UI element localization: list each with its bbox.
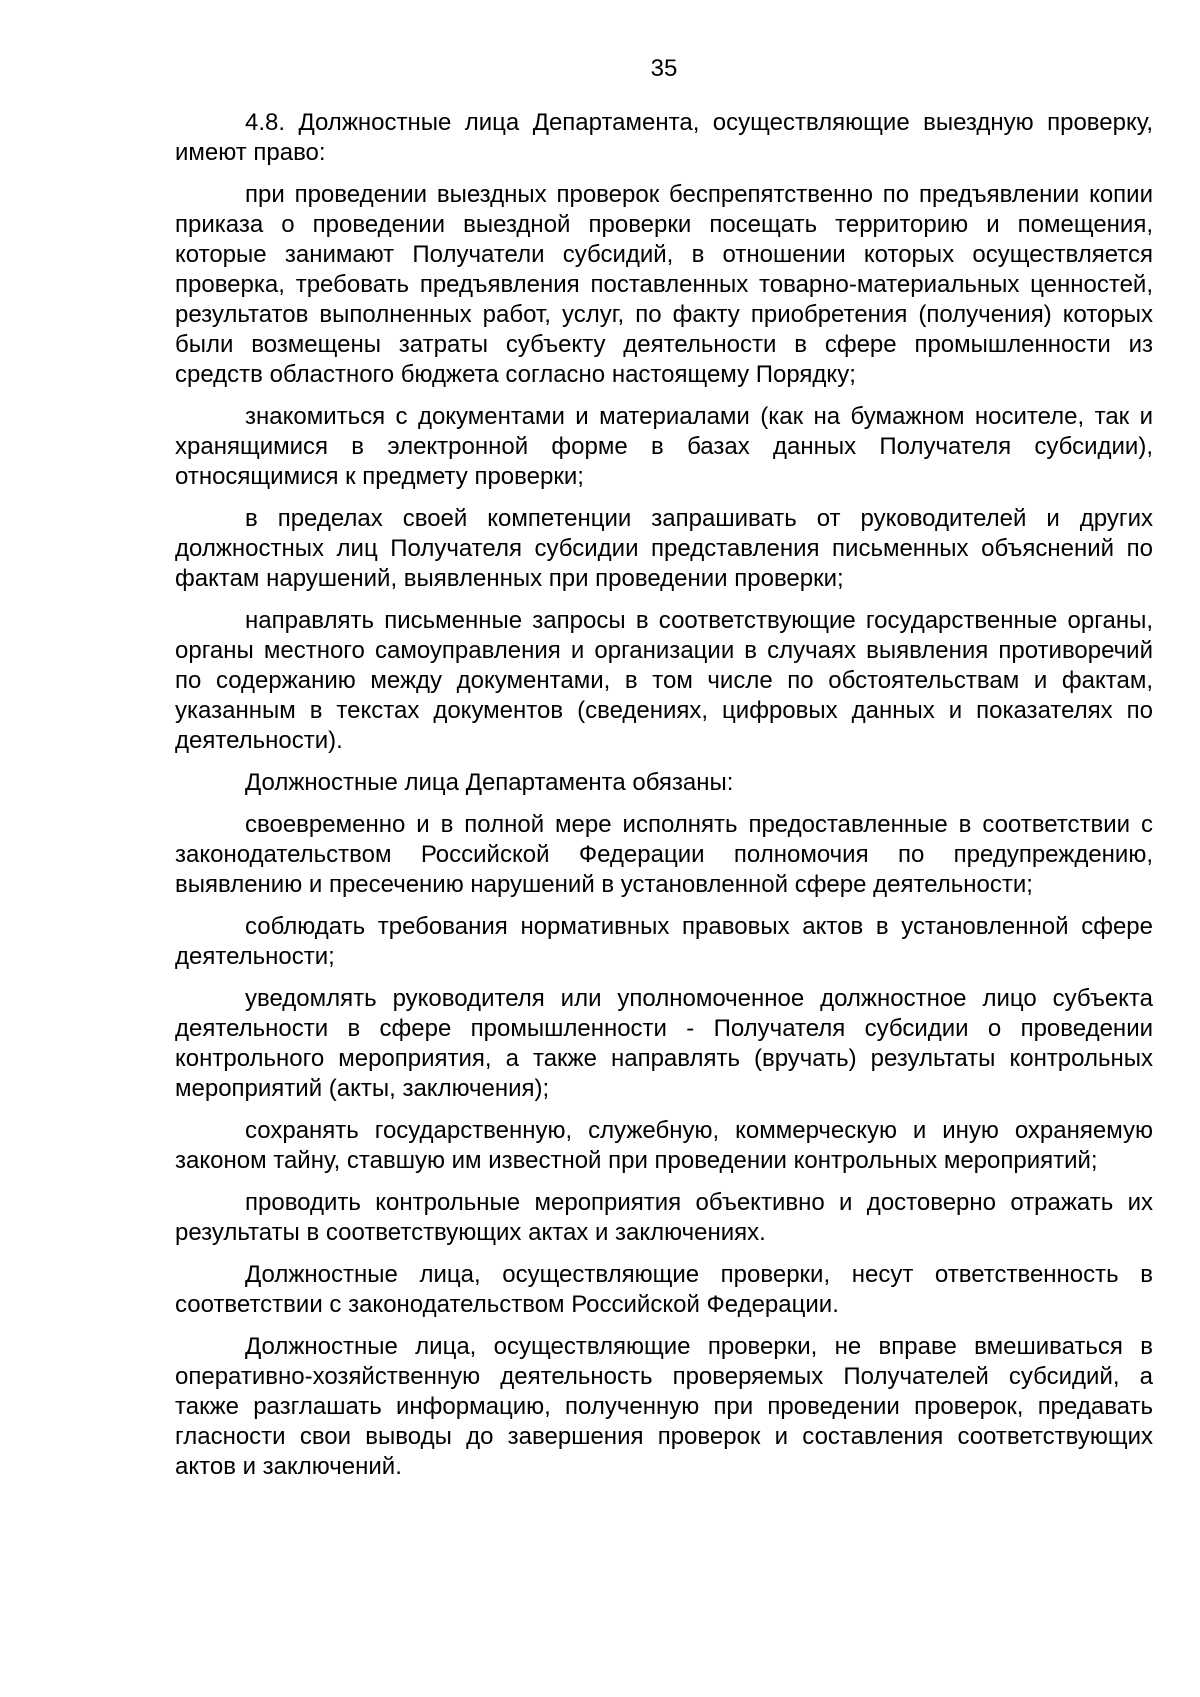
paragraph-right-explanations: в пределах своей компетенции запрашивать от руководителей и других должностных лиц Получателя субсидии представления письменных объяснений по фактам нарушений, выявленных при проведении проверки;	[175, 505, 1153, 592]
paragraph-duties-intro: Должностные лица Департамента обязаны:	[245, 769, 734, 796]
paragraph-duty-secrecy: сохранять государственную, служебную, коммерческую и иную охраняемую законом тайну, ставшую им известной при проведении контрольных мероприятий;	[175, 1117, 1153, 1174]
paragraph-duty-compliance: соблюдать требования нормативных правовых актов в установленной сфере деятельности;	[175, 913, 1153, 970]
paragraph-right-documents: знакомиться с документами и материалами (как на бумажном носителе, так и хранящимися в электронной форме в базах данных Получателя субсидии), относящимися к предмету проверки;	[175, 403, 1153, 490]
paragraph-right-requests: направлять письменные запросы в соответствующие государственные органы, органы местного самоуправления и организации в случаях выявления противоречий по содержанию между документами, в том числе по обстоятельствам и фактам, указанным в текстах документов (сведениях, цифровых данных и показателях по деятельности).	[175, 607, 1153, 754]
paragraph-rights-intro: 4.8. Должностные лица Департамента, осуществляющие выездную проверку, имеют право:	[175, 109, 1153, 166]
page-number: 35	[650, 55, 678, 82]
paragraph-right-visit: при проведении выездных проверок беспрепятственно по предъявлении копии приказа о проведении выездной проверки посещать территорию и помещения, которые занимают Получатели субсидий, в отношении которых осуществляется проверка, требовать предъявления поставленных товарно-материальных ценностей, результатов выполненных работ, услуг, по факту приобретения (получения) которых были возмещены затраты субъекту деятельности в сфере промышленности из средств областного бюджета согласно настоящему Порядку;	[175, 181, 1153, 388]
paragraph-duty-notify: уведомлять руководителя или уполномоченное должностное лицо субъекта деятельности в сфере промышленности - Получателя субсидии о проведении контрольного мероприятия, а также направлять (вручать) результаты контрольных мероприятий (акты, заключения);	[175, 985, 1153, 1102]
paragraph-responsibility: Должностные лица, осуществляющие проверки, несут ответственность в соответствии с законодательством Российской Федерации.	[175, 1261, 1153, 1318]
paragraph-duty-objectivity: проводить контрольные мероприятия объективно и достоверно отражать их результаты в соответствующих актах и заключениях.	[175, 1189, 1153, 1246]
paragraph-duty-powers: своевременно и в полной мере исполнять предоставленные в соответствии с законодательством Российской Федерации полномочия по предупреждению, выявлению и пресечению нарушений в установленной сфере деятельности;	[175, 811, 1153, 898]
document-page	[175, 54, 1153, 1494]
paragraph-prohibitions: Должностные лица, осуществляющие проверки, не вправе вмешиваться в оперативно-хозяйственную деятельность проверяемых Получателей субсидий, а также разглашать информацию, полученную при проведении проверок, предавать гласности свои выводы до завершения проверок и составления соответствующих актов и заключений.	[175, 1333, 1153, 1480]
